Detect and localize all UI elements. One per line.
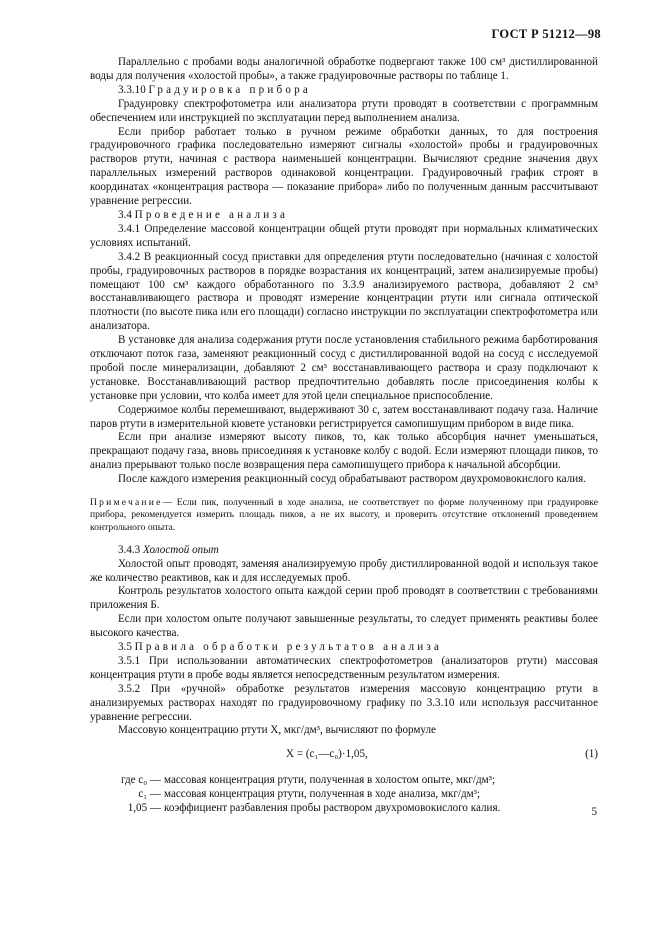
- note-text: — Если пик, полученный в ходе анализа, не соответствует по форме полученному при градуировке прибора, рекомендуется измерить площадь пиков, а не их высоту, и проверить отсутствие отклонений проведением контрольного опыта.: [90, 497, 598, 533]
- paragraph: 3.5.1 При использовании автоматических спектрофотометров (анализаторов ртути) массовая концентрация ртути в пробе воды является непосредственным результатом измерения.: [90, 654, 598, 681]
- note: [90, 497, 598, 534]
- paragraph: 3.4.1 Определение массовой концентрации общей ртути проводят при нормальных климатических условиях испытаний.: [90, 222, 598, 249]
- paragraph: После каждого измерения реакционный сосуд обрабатывают раствором двухромовокислого калия.: [118, 473, 587, 486]
- note-label: Примечание: [90, 497, 163, 509]
- section-heading-3-3-10: 3.3.10 Градуировка прибора: [118, 83, 311, 96]
- formula-number: (1): [585, 748, 598, 761]
- paragraph: Холостой опыт проводят, заменяя анализируемую пробу дистиллированной водой и используя такое же количество реактивов, как и для исследуемых проб.: [90, 557, 598, 584]
- formula-expression: X = (c₁—c₀)·1,05,: [286, 748, 368, 761]
- paragraph: В установке для анализа содержания ртути после установления стабильного режима барботирования отключают поток газа, заменяют реакционный сосуд с дистиллированной водой на сосуд с исследуемой пробой после минерализации, добавляют 2 см³ восстанавливающего раствора и сразу подключают к установке. Восстанавливающий раствор предпочтительно добавлять после присоединения колбы к установке при условии, что колба имеет для этой цели специальное приспособление.: [90, 334, 598, 402]
- paragraph: 3.5.2 При «ручной» обработке результатов измерения массовую концентрацию ртути в анализируемых растворах находят по градуировочному графику по 3.3.10 или используя рассчитанное уравнение регрессии.: [90, 682, 598, 723]
- paragraph: Параллельно с пробами воды аналогичной обработке подвергают также 100 см³ дистиллированной воды для получения «холостой пробы», а также градуировочные растворы по таблице 1.: [90, 56, 598, 82]
- legend-row: [90, 788, 598, 802]
- paragraph: 3.4.2 В реакционный сосуд приставки для определения ртути последовательно (начиная с холостой пробы, градуировочных растворов в порядке возрастания их концентраций, затем анализируемые пробы) помещают 100 см³ каждого обработанного по 3.3.9 анализируемого раствора, добавляют 2 см³ восстанавливающего раствора и проводят измерение концентрации ртути или сигнала оптической плотности (по высоте пика или его площади) согласно инструкции по эксплуатации спектрофотометра или анализатора.: [90, 250, 598, 333]
- section-heading-3-4-3: 3.4.3 Холостой опыт: [118, 543, 219, 556]
- standard-header: ГОСТ Р 51212—98: [491, 27, 601, 41]
- paragraph: Контроль результатов холостого опыта каждой серии проб проводят в соответствии с требованиями приложения Б.: [90, 585, 598, 612]
- page-number: 5: [591, 806, 597, 818]
- legend-key: где c₀ —: [121, 774, 161, 787]
- legend-key: 1,05 —: [127, 802, 161, 815]
- paragraph: Если при анализе измеряют высоту пиков, то, как только абсорбция начнет уменьшаться, прекращают подачу газа, вновь присоединяя к установке колбу с водой. Если измеряют площади пиков, то анализ прерывают только после возвращения пера самопишущего прибора к начальной абсорбции.: [90, 431, 598, 472]
- legend-row: [90, 802, 598, 816]
- legend-text: коэффициент разбавления пробы раствором двухромовокислого калия.: [164, 802, 501, 815]
- paragraph: Градуировку спектрофотометра или анализатора ртути проводят в соответствии с программным обеспечением или инструкцией по эксплуатации перед выполнением анализа.: [90, 97, 598, 124]
- legend-row: [90, 774, 598, 788]
- legend-key: c₁ —: [138, 788, 161, 801]
- legend-text: массовая концентрация ртути, полученная в ходе анализа, мкг/дм³;: [164, 788, 481, 801]
- formula-legend: [90, 774, 598, 816]
- paragraph: Если при холостом опыте получают завышенные результаты, то следует применять реактивы более высокого качества.: [90, 613, 598, 640]
- formula: [90, 744, 598, 770]
- legend-text: массовая концентрация ртути, полученная в холостом опыте, мкг/дм³;: [164, 774, 496, 787]
- paragraph: Если прибор работает только в ручном режиме обработки данных, то для построения градуировочного графика последовательно измеряют сигналы «холостой» пробы и градуировочных растворов ртути, начиная с раствора наименьшей концентрации. Вычисляют средние значения двух параллельных измерений растворов одинаковой концентрации. Градуировочный график строят в координатах «концентрация раствора — показание прибора» либо по полученным данным рассчитывают уравнение регрессии.: [90, 125, 598, 208]
- section-heading-3-4: 3.4 Проведение анализа: [118, 208, 289, 221]
- paragraph: Массовую концентрацию ртути X, мкг/дм³, вычисляют по формуле: [118, 724, 436, 737]
- section-heading-3-5: 3.5 Правила обработки результатов анализа: [118, 641, 443, 654]
- paragraph: Содержимое колбы перемешивают, выдерживают 30 с, затем восстанавливают подачу газа. Наличие паров ртути в измерительной кювете установки регистрируется самопишущим прибором в виде пика.: [90, 403, 598, 430]
- body-column: [90, 56, 598, 816]
